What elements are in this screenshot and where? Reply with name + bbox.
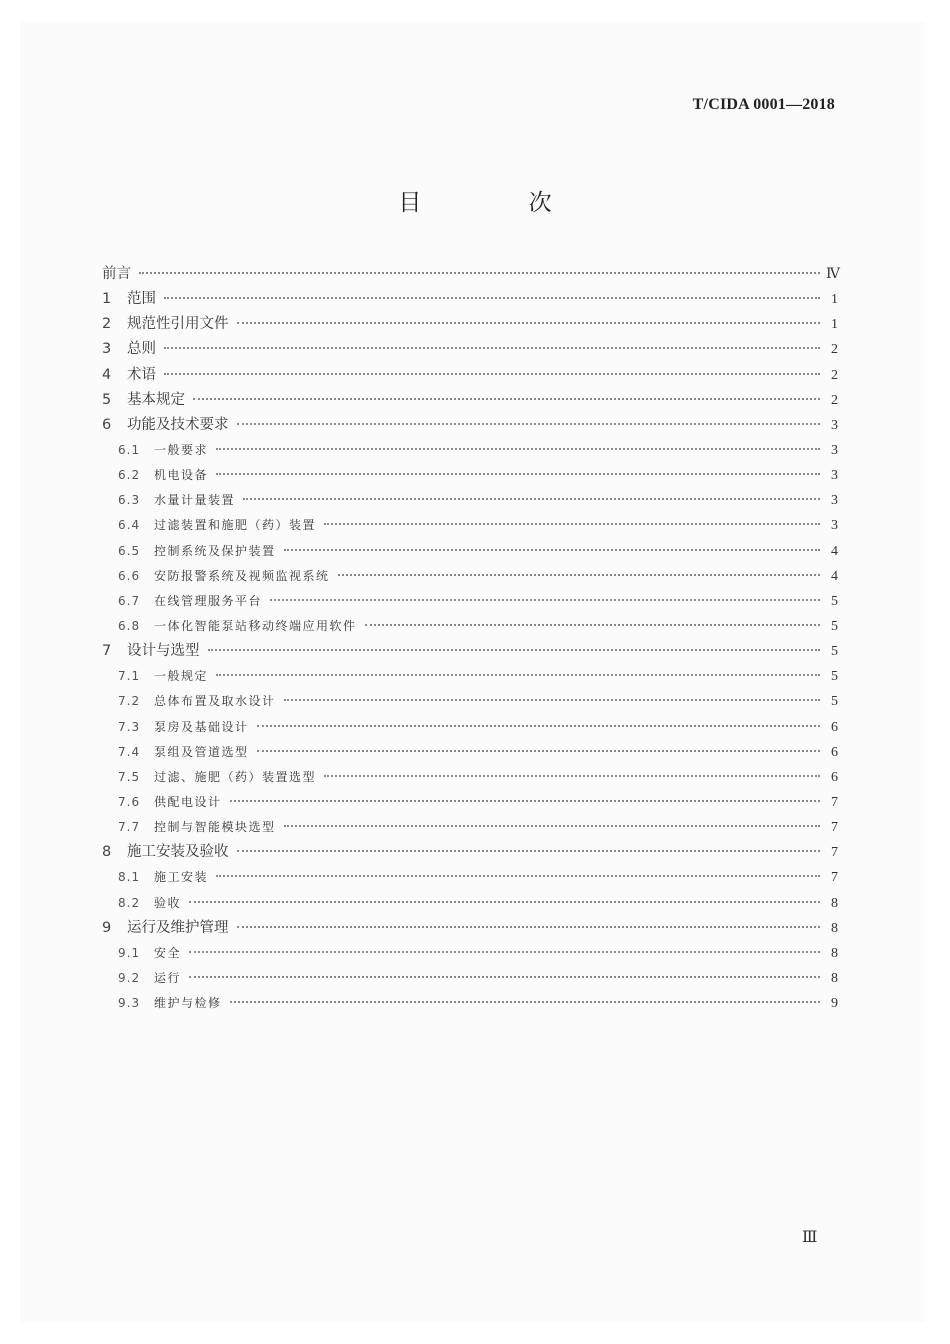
toc-entry-label: 一般要求 xyxy=(154,442,209,457)
toc-entry-page: 7 xyxy=(831,794,838,810)
toc-entry-label: 规范性引用文件 xyxy=(127,316,229,333)
dot-leader xyxy=(164,372,820,375)
toc-entry-page: 7 xyxy=(831,845,838,861)
table-of-contents xyxy=(102,262,838,1016)
toc-entry-label: 总则 xyxy=(127,341,156,358)
toc-entry-label: 控制系统及保护装置 xyxy=(154,543,276,558)
toc-entry-number: 5 xyxy=(102,391,112,408)
toc-entry[interactable] xyxy=(102,941,838,966)
dot-leader xyxy=(193,397,820,400)
dot-leader xyxy=(284,548,820,551)
toc-entry-number: 7.3 xyxy=(118,719,141,734)
toc-entry-number: 6.5 xyxy=(118,543,141,558)
toc-entry-label: 过滤、施肥（药）装置选型 xyxy=(154,769,317,784)
dot-leader xyxy=(237,321,821,324)
toc-entry-number: 6.6 xyxy=(118,568,141,583)
toc-entry-page: 5 xyxy=(831,618,838,634)
toc-entry-number: 8.1 xyxy=(118,870,141,885)
dot-leader xyxy=(189,900,820,903)
dot-leader xyxy=(216,874,820,877)
toc-entry-label: 泵组及管道选型 xyxy=(154,744,249,759)
toc-entry-number: 7.1 xyxy=(118,669,141,684)
toc-entry-number: 8 xyxy=(102,844,112,861)
dot-leader xyxy=(237,925,821,928)
toc-entry-label: 施工安装及验收 xyxy=(127,844,229,861)
toc-entry-number: 4 xyxy=(102,366,112,383)
toc-entry-label: 总体布置及取水设计 xyxy=(154,694,276,709)
toc-entry-number: 2 xyxy=(102,316,112,333)
toc-entry-number: 8.2 xyxy=(118,895,141,910)
toc-entry[interactable] xyxy=(102,765,838,790)
toc-entry-label: 范围 xyxy=(127,291,156,308)
toc-entry-page: 8 xyxy=(831,920,838,936)
toc-entry[interactable] xyxy=(102,363,838,388)
toc-entry-page: 3 xyxy=(831,493,838,509)
toc-entry[interactable] xyxy=(102,438,838,463)
toc-entry-page: 7 xyxy=(831,870,838,886)
toc-entry-label: 安全 xyxy=(154,945,182,960)
dot-leader xyxy=(230,799,820,802)
toc-entry-number: 6.2 xyxy=(118,468,141,483)
toc-entry-label: 验收 xyxy=(154,895,182,910)
toc-entry[interactable] xyxy=(102,614,838,639)
dot-leader xyxy=(338,573,820,576)
standard-code: T/CIDA 0001—2018 xyxy=(692,96,835,113)
toc-entry-number: 6.4 xyxy=(118,518,141,533)
toc-entry-label: 控制与智能模块选型 xyxy=(154,820,276,835)
toc-entry[interactable] xyxy=(102,865,838,890)
toc-entry[interactable] xyxy=(102,413,838,438)
toc-entry[interactable] xyxy=(102,388,838,413)
toc-entry[interactable] xyxy=(102,891,838,916)
toc-entry-page: 8 xyxy=(831,895,838,911)
toc-entry-number: 7.5 xyxy=(118,769,141,784)
toc-entry-label: 基本规定 xyxy=(127,391,185,408)
toc-entry-page: 2 xyxy=(831,367,838,383)
toc-entry-page: 3 xyxy=(831,468,838,484)
toc-entry-label: 一般规定 xyxy=(154,669,209,684)
toc-entry-label: 机电设备 xyxy=(154,468,209,483)
toc-entry-page: 5 xyxy=(831,593,838,609)
toc-entry-page: 5 xyxy=(831,669,838,685)
toc-entry-page: 3 xyxy=(831,442,838,458)
toc-entry-page: 1 xyxy=(831,292,838,308)
dot-leader xyxy=(324,522,820,525)
toc-entry[interactable] xyxy=(102,815,838,840)
toc-entry-page: 1 xyxy=(831,317,838,333)
toc-entry-label: 设计与选型 xyxy=(127,643,200,660)
dot-leader xyxy=(237,422,821,425)
toc-entry-number: 1 xyxy=(102,291,112,308)
toc-entry-number: 3 xyxy=(102,341,112,358)
dot-leader xyxy=(189,950,820,953)
toc-entry[interactable] xyxy=(102,966,838,991)
dot-leader xyxy=(164,346,820,349)
toc-entry-page: 6 xyxy=(831,769,838,785)
toc-entry[interactable] xyxy=(102,740,838,765)
toc-entry[interactable] xyxy=(102,287,838,312)
toc-entry-label: 一体化智能泵站移动终端应用软件 xyxy=(154,618,357,633)
toc-entry-number: 7.7 xyxy=(118,820,141,835)
toc-entry-label: 过滤装置和施肥（药）装置 xyxy=(154,518,317,533)
toc-entry[interactable] xyxy=(102,715,838,740)
dot-leader xyxy=(216,447,820,450)
dot-leader xyxy=(284,824,820,827)
toc-entry-page: 4 xyxy=(831,568,838,584)
toc-entry-number: 9 xyxy=(102,919,112,936)
toc-entry-label: 水量计量装置 xyxy=(154,493,236,508)
toc-entry-label: 在线管理服务平台 xyxy=(154,593,263,608)
dot-leader xyxy=(216,673,820,676)
toc-entry[interactable] xyxy=(102,639,838,664)
toc-entry-label: 安防报警系统及视频监视系统 xyxy=(154,568,330,583)
toc-entry[interactable] xyxy=(102,488,838,513)
toc-entry-number: 6 xyxy=(102,416,112,433)
toc-entry-page: 6 xyxy=(831,719,838,735)
toc-entry-number: 9.2 xyxy=(118,970,141,985)
toc-entry-page: 8 xyxy=(831,970,838,986)
toc-entry-label: 运行 xyxy=(154,970,182,985)
toc-entry-label: 施工安装 xyxy=(154,870,209,885)
page-title: 目 次 xyxy=(398,190,602,216)
dot-leader xyxy=(257,724,820,727)
toc-entry-page: 3 xyxy=(831,417,838,433)
toc-entry-number: 6.1 xyxy=(118,442,141,457)
toc-entry[interactable] xyxy=(102,312,838,337)
toc-entry[interactable] xyxy=(102,564,838,589)
dot-leader xyxy=(139,271,820,274)
toc-entry-number: 7.6 xyxy=(118,794,141,809)
toc-entry[interactable] xyxy=(102,790,838,815)
toc-entry[interactable] xyxy=(102,664,838,689)
toc-entry[interactable] xyxy=(102,689,838,714)
toc-entry[interactable] xyxy=(102,916,838,941)
toc-entry[interactable] xyxy=(102,463,838,488)
toc-entry-number: 7 xyxy=(102,643,112,660)
toc-entry-number: 9.3 xyxy=(118,996,141,1011)
toc-entry-number: 6.8 xyxy=(118,618,141,633)
toc-entry-page: 7 xyxy=(831,820,838,836)
toc-entry-page: Ⅳ xyxy=(826,267,840,282)
toc-entry-page: 3 xyxy=(831,518,838,534)
toc-entry-page: 9 xyxy=(831,996,838,1012)
toc-entry-label: 运行及维护管理 xyxy=(127,919,229,936)
toc-entry-number: 9.1 xyxy=(118,945,141,960)
toc-entry-page: 6 xyxy=(831,744,838,760)
toc-entry-number: 6.3 xyxy=(118,493,141,508)
dot-leader xyxy=(230,1000,820,1003)
toc-entry[interactable] xyxy=(102,513,838,538)
toc-entry-label: 供配电设计 xyxy=(154,794,222,809)
toc-entry-label: 功能及技术要求 xyxy=(127,416,229,433)
toc-entry-page: 2 xyxy=(831,392,838,408)
page-number: Ⅲ xyxy=(802,1229,818,1246)
toc-entry[interactable] xyxy=(102,991,838,1016)
toc-entry-number: 6.7 xyxy=(118,593,141,608)
dot-leader xyxy=(237,849,821,852)
toc-entry[interactable] xyxy=(102,539,838,564)
toc-entry[interactable] xyxy=(102,262,838,287)
toc-entry-page: 5 xyxy=(831,694,838,710)
toc-entry[interactable] xyxy=(102,840,838,865)
dot-leader xyxy=(208,648,821,651)
toc-entry-number: 7.4 xyxy=(118,744,141,759)
dot-leader xyxy=(216,472,820,475)
dot-leader xyxy=(164,296,820,299)
toc-entry-number: 7.2 xyxy=(118,694,141,709)
toc-entry[interactable] xyxy=(102,589,838,614)
dot-leader xyxy=(189,975,820,978)
toc-entry-page: 8 xyxy=(831,945,838,961)
dot-leader xyxy=(365,623,820,626)
toc-entry[interactable] xyxy=(102,337,838,362)
dot-leader xyxy=(270,598,820,601)
toc-entry-page: 2 xyxy=(831,342,838,358)
dot-leader xyxy=(257,749,820,752)
dot-leader xyxy=(324,774,820,777)
dot-leader xyxy=(284,698,820,701)
toc-entry-label: 维护与检修 xyxy=(154,996,222,1011)
dot-leader xyxy=(243,497,820,500)
toc-entry-label: 术语 xyxy=(127,366,156,383)
toc-entry-page: 5 xyxy=(831,644,838,660)
toc-entry-label: 泵房及基础设计 xyxy=(154,719,249,734)
toc-entry-page: 4 xyxy=(831,543,838,559)
toc-entry-label: 前言 xyxy=(102,266,131,282)
